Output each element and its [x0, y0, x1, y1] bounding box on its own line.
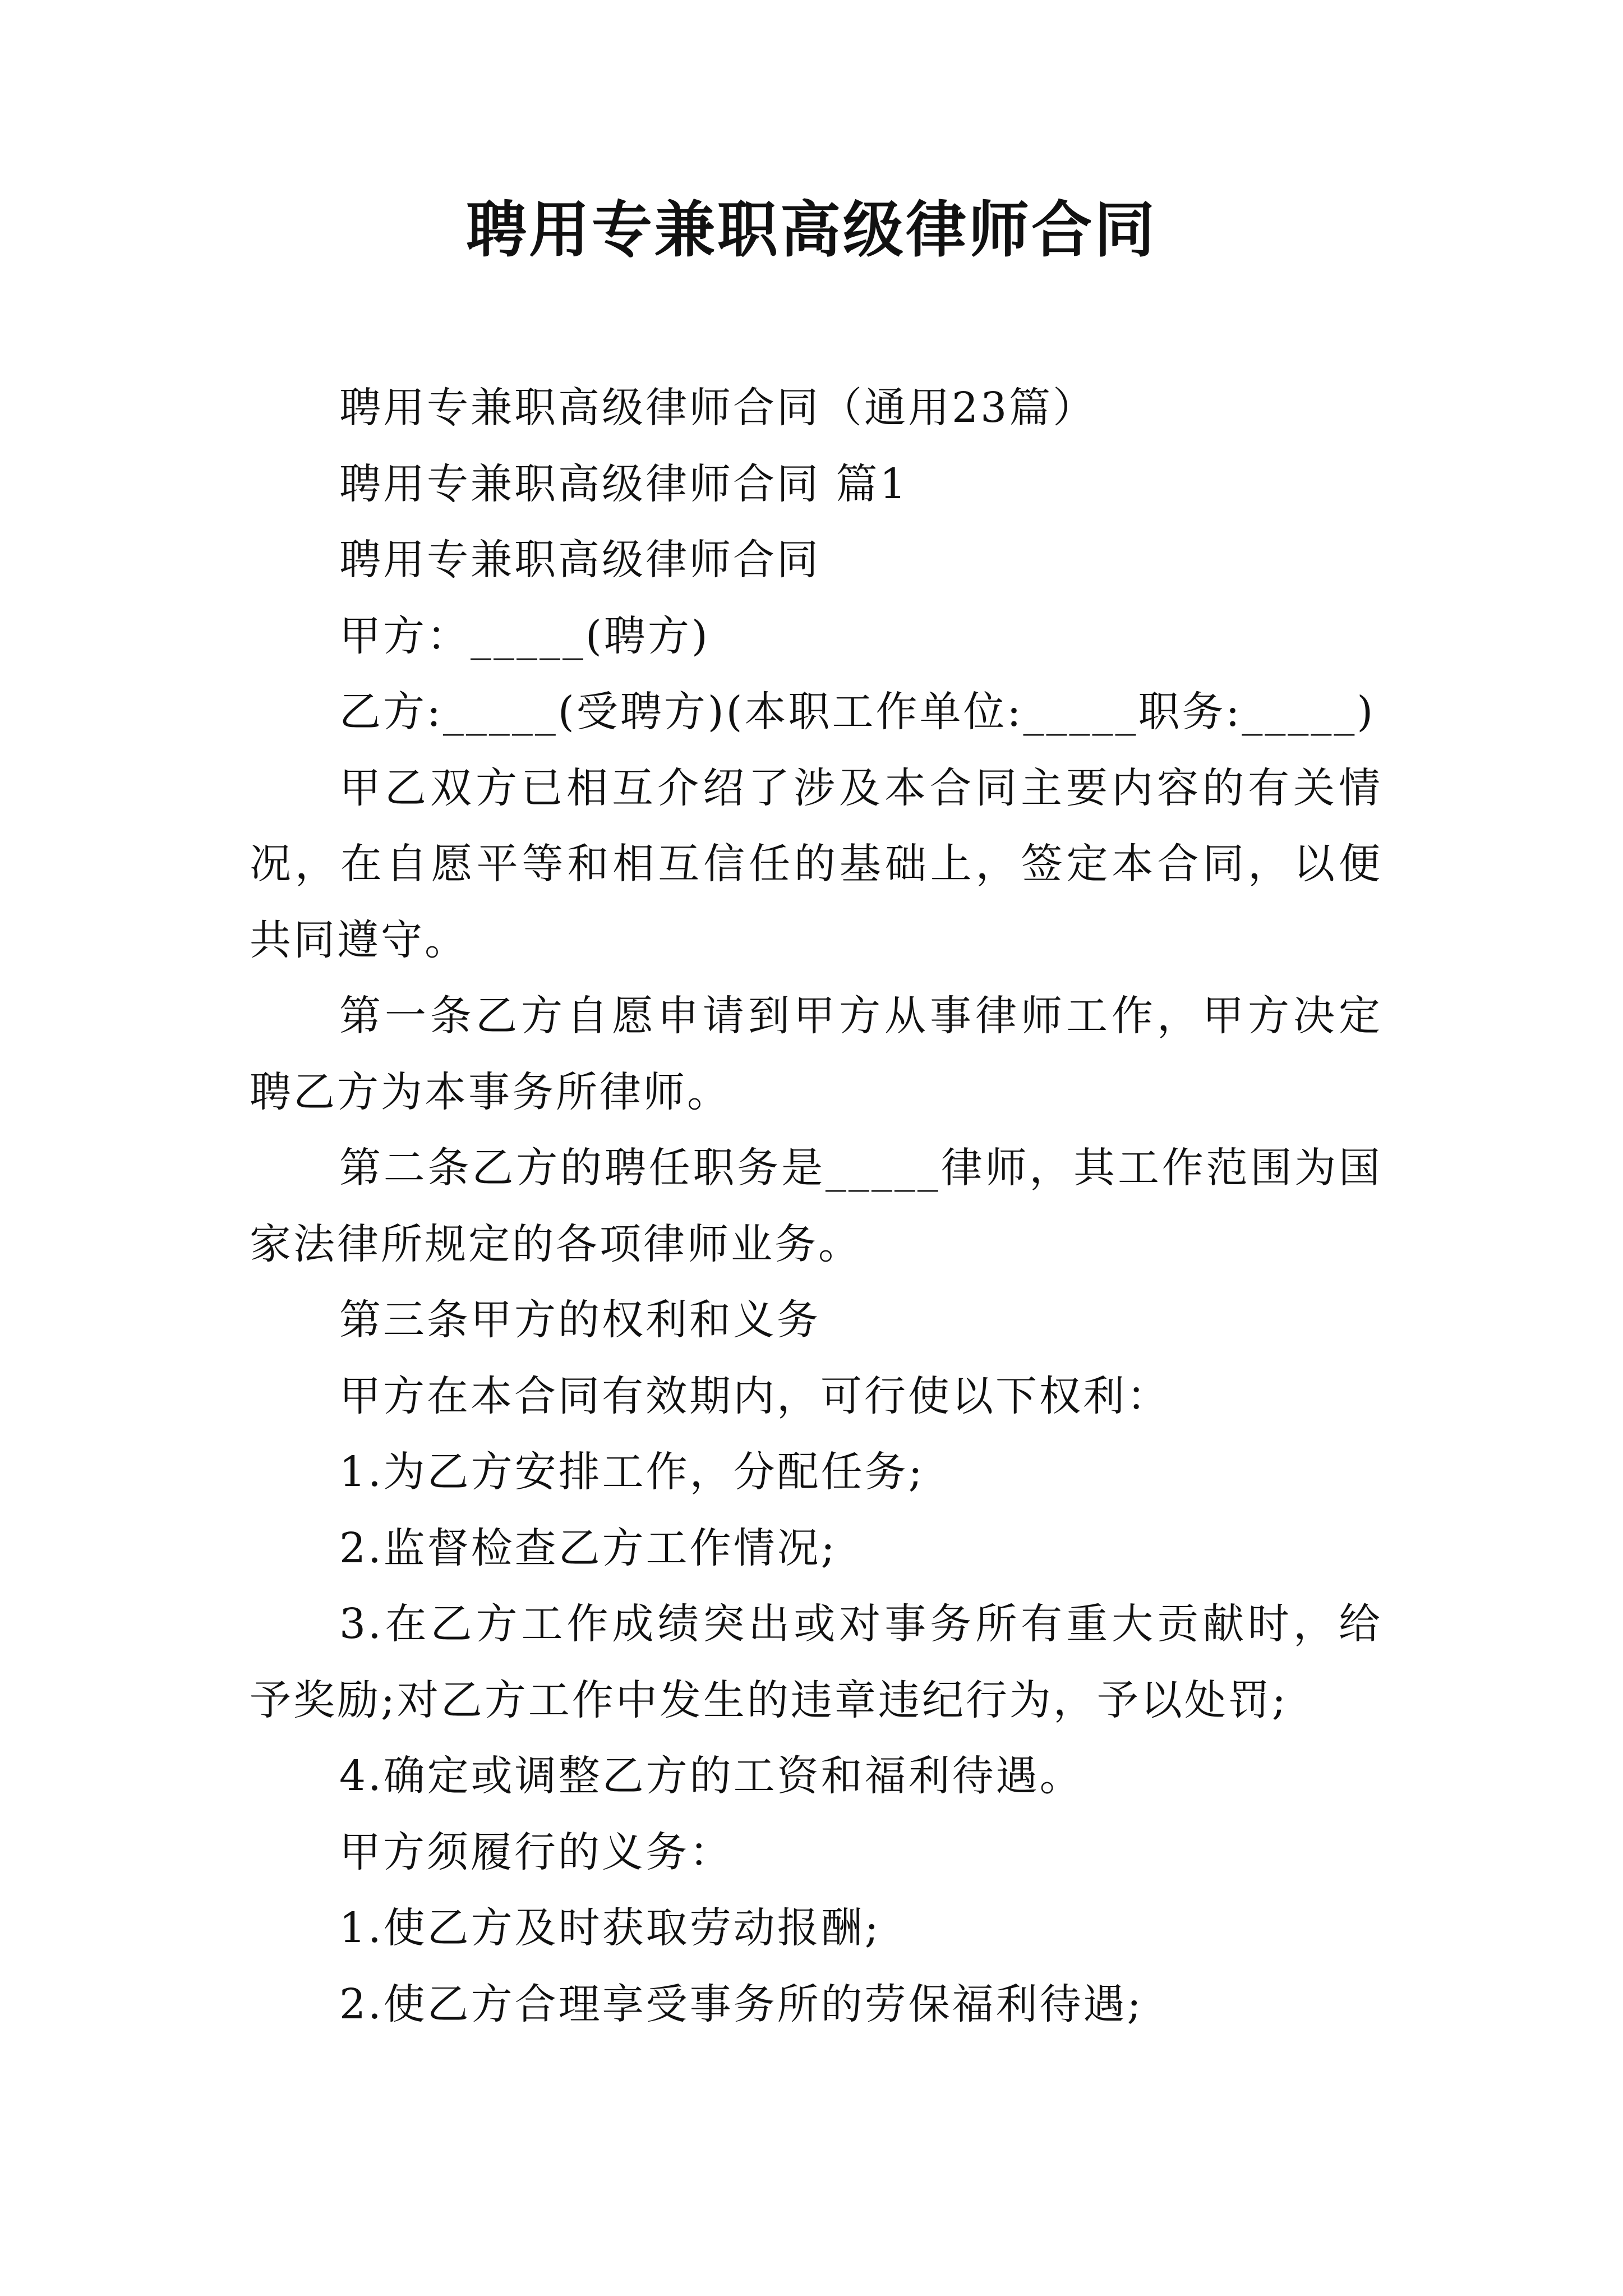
paragraph-duty-1: 1.使乙方及时获取劳动报酬;: [339, 1904, 881, 1952]
paragraph-rights-intro: 甲方在本合同有效期内，可行使以下权利：: [339, 1372, 1170, 1420]
paragraph-duty-2: 2.使乙方合理享受事务所的劳保福利待遇;: [339, 1980, 1144, 2028]
paragraph-right-2: 2.监督检查乙方工作情况;: [339, 1524, 837, 1572]
document-title: 聘用专兼职高级律师合同: [465, 195, 1157, 265]
paragraph-article-3-heading: 第三条甲方的权利和义务: [339, 1296, 820, 1344]
document-body: [250, 370, 1382, 2042]
paragraph-right-3: 3.在乙方工作成绩突出或对事务所有重大贡献时，给予奖励;对乙方工作中发生的违章违纪行为，予以处罚;: [250, 1600, 1382, 1724]
paragraph-right-1: 1.为乙方安排工作，分配任务;: [339, 1448, 925, 1496]
paragraph-right-4: 4.确定或调整乙方的工资和福利待遇。: [339, 1752, 1083, 1800]
paragraph-party-b: 乙方:_____(受聘方)(本职工作单位:_____职务:_____): [339, 688, 1376, 736]
paragraph-subtitle: 聘用专兼职高级律师合同（通用23篇）: [339, 384, 1097, 432]
paragraph-preamble: 甲乙双方已相互介绍了涉及本合同主要内容的有关情况，在自愿平等和相互信任的基础上，签定本合同，以便共同遵守。: [250, 763, 1382, 964]
paragraph-party-a: 甲方：_____(聘方): [339, 611, 710, 660]
paragraph-section-heading: 聘用专兼职高级律师合同 篇1: [339, 459, 909, 508]
paragraph-article-1: 第一条乙方自愿申请到甲方从事律师工作，甲方决定聘乙方为本事务所律师。: [250, 992, 1382, 1116]
paragraph-article-2: 第二条乙方的聘任职务是_____律师，其工作范围为国家法律所规定的各项律师业务。: [250, 1144, 1382, 1268]
paragraph-contract-name: 聘用专兼职高级律师合同: [339, 536, 820, 584]
paragraph-duties-intro: 甲方须履行的义务：: [339, 1828, 733, 1876]
